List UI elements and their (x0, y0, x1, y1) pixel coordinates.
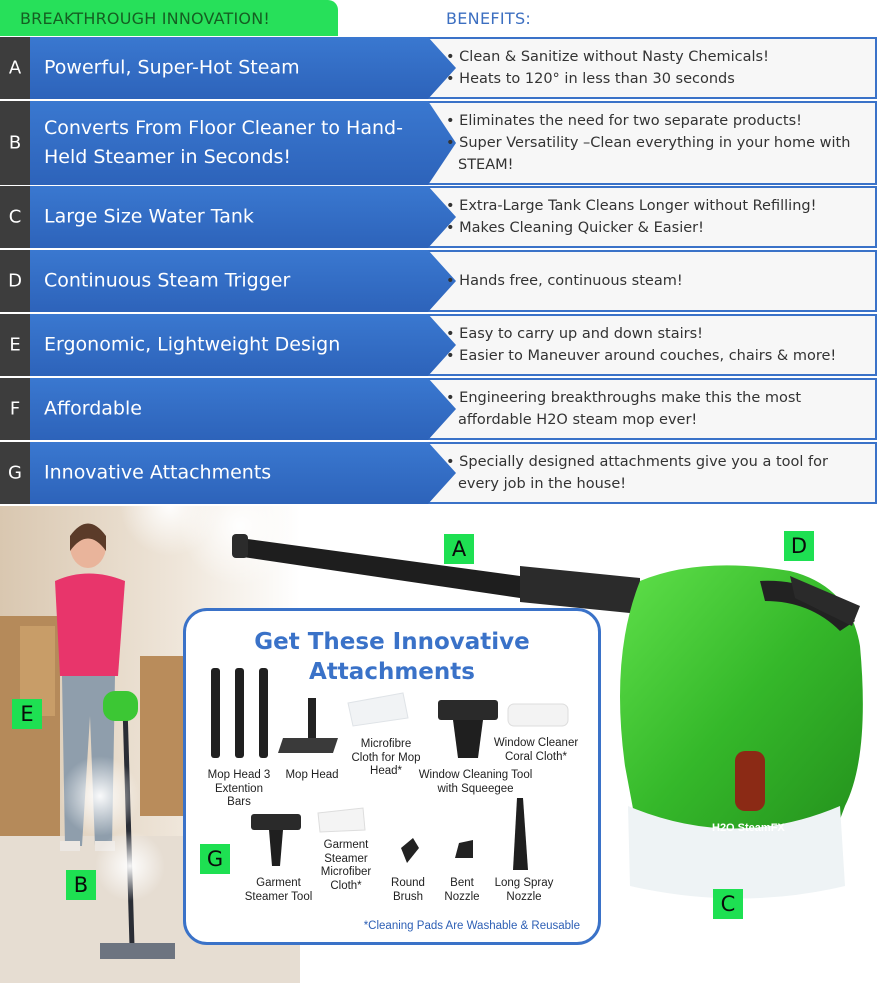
benefit-item: • Hands free, continuous steam! (446, 273, 683, 289)
microfibre-cloth-icon (348, 693, 408, 726)
feature-row (0, 442, 877, 504)
benefit-item: • Clean & Sanitize without Nasty Chemicals! (446, 49, 769, 65)
feature-title: Innovative Attachments (44, 461, 272, 484)
mop-head-icon (308, 698, 316, 738)
benefit-item: • Makes Cleaning Quicker & Easier! (446, 220, 704, 236)
caption-mop-head: Mop Head (285, 769, 339, 781)
extension-bar-icon (259, 668, 268, 758)
benefit-item: • Engineering breakthroughs make this the most affordable H2O steam mop ever! (446, 390, 802, 428)
feature-letter-text: A (8, 57, 22, 79)
feature-row (0, 101, 877, 185)
feature-letter (0, 101, 30, 185)
label-d: D (784, 531, 814, 561)
label-c: C (713, 889, 743, 919)
benefit-item: • Easy to carry up and down stairs! (446, 326, 703, 342)
feature-row (0, 378, 877, 440)
benefit-list (446, 110, 871, 176)
label-b: B (66, 870, 96, 900)
benefit-item: • Super Versatility –Clean everything in your home with STEAM! (446, 135, 851, 173)
feature-title: Large Size Water Tank (44, 205, 254, 228)
feature-title: Affordable (44, 397, 142, 420)
extension-bar-icon (211, 668, 220, 758)
caption-coral-cloth: Window Cleaner Coral Cloth* (493, 737, 579, 763)
benefit-item: • Heats to 120° in less than 30 seconds (446, 71, 735, 87)
feature-row (0, 250, 877, 312)
feature-letter (0, 314, 30, 376)
washable-note: *Cleaning Pads Are Washable & Reusable (363, 920, 580, 932)
caption-garment-tool: Garment Steamer Tool (244, 877, 313, 903)
bent-nozzle-icon (455, 840, 473, 858)
caption-mop-head-bars: Mop Head 3 Extention Bars (207, 769, 271, 808)
caption-bent-nozzle: Bent Nozzle (444, 877, 480, 903)
feature-letter-text: C (8, 206, 22, 228)
benefit-item: • Easier to Maneuver around couches, chairs & more! (446, 348, 837, 364)
benefit-list (446, 387, 871, 431)
benefits-header: BENEFITS: (446, 9, 532, 28)
feature-letter (0, 378, 30, 440)
caption-long-spray-nozzle: Long Spray Nozzle (494, 877, 554, 903)
label-g: G (200, 844, 230, 874)
feature-letter-text: E (9, 334, 21, 356)
caption-microfibre-cloth: Microfibre Cloth for Mop Head* (351, 738, 421, 777)
feature-letter-text: D (8, 270, 22, 292)
feature-letter (0, 37, 30, 99)
extension-bar-icon (235, 668, 244, 758)
window-cleaning-tool-icon (438, 700, 498, 720)
feature-letter-text: B (8, 132, 22, 154)
benefit-list (446, 323, 871, 367)
caption-garment-cloth: Garment Steamer Microfiber Cloth* (320, 839, 372, 892)
benefit-list (446, 195, 871, 239)
caption-round-brush: Round Brush (391, 877, 425, 903)
caption-window-tool: Window Cleaning Tool with Squeegee (418, 769, 533, 795)
feature-letter (0, 442, 30, 504)
feature-row (0, 314, 877, 376)
garment-cloth-icon (318, 808, 365, 832)
benefit-list (446, 270, 871, 292)
feature-row (0, 186, 877, 248)
coral-cloth-icon (508, 704, 568, 726)
feature-title: Converts From Floor Cleaner to Hand-Held Steamer in Seconds! (44, 117, 403, 168)
feature-title: Continuous Steam Trigger (44, 269, 291, 292)
benefit-list (446, 46, 871, 90)
innovation-header (0, 0, 338, 36)
feature-letter (0, 186, 30, 248)
feature-title: Ergonomic, Lightweight Design (44, 333, 341, 356)
benefit-item: • Specially designed attachments give you a tool for every job in the house! (446, 454, 828, 492)
garment-steamer-tool-icon (251, 814, 301, 830)
label-a: A (444, 534, 474, 564)
benefit-item: • Eliminates the need for two separate products! (446, 113, 802, 129)
attachments-panel (183, 608, 601, 945)
feature-title: Powerful, Super-Hot Steam (44, 56, 300, 79)
label-e: E (12, 699, 42, 729)
brand-text: H2O SteamFX (712, 822, 785, 834)
attachments-title: Get These Innovative Attachments (254, 629, 530, 685)
feature-letter-text: F (9, 398, 21, 420)
feature-letter (0, 250, 30, 312)
long-spray-nozzle-icon (513, 798, 528, 870)
benefit-item: • Extra-Large Tank Cleans Longer without Refilling! (446, 198, 817, 214)
feature-row (0, 37, 877, 99)
feature-letter-text: G (8, 462, 22, 484)
benefit-list (446, 451, 871, 495)
round-brush-icon (401, 838, 419, 863)
innovation-header-text: BREAKTHROUGH INNOVATION! (20, 9, 271, 28)
